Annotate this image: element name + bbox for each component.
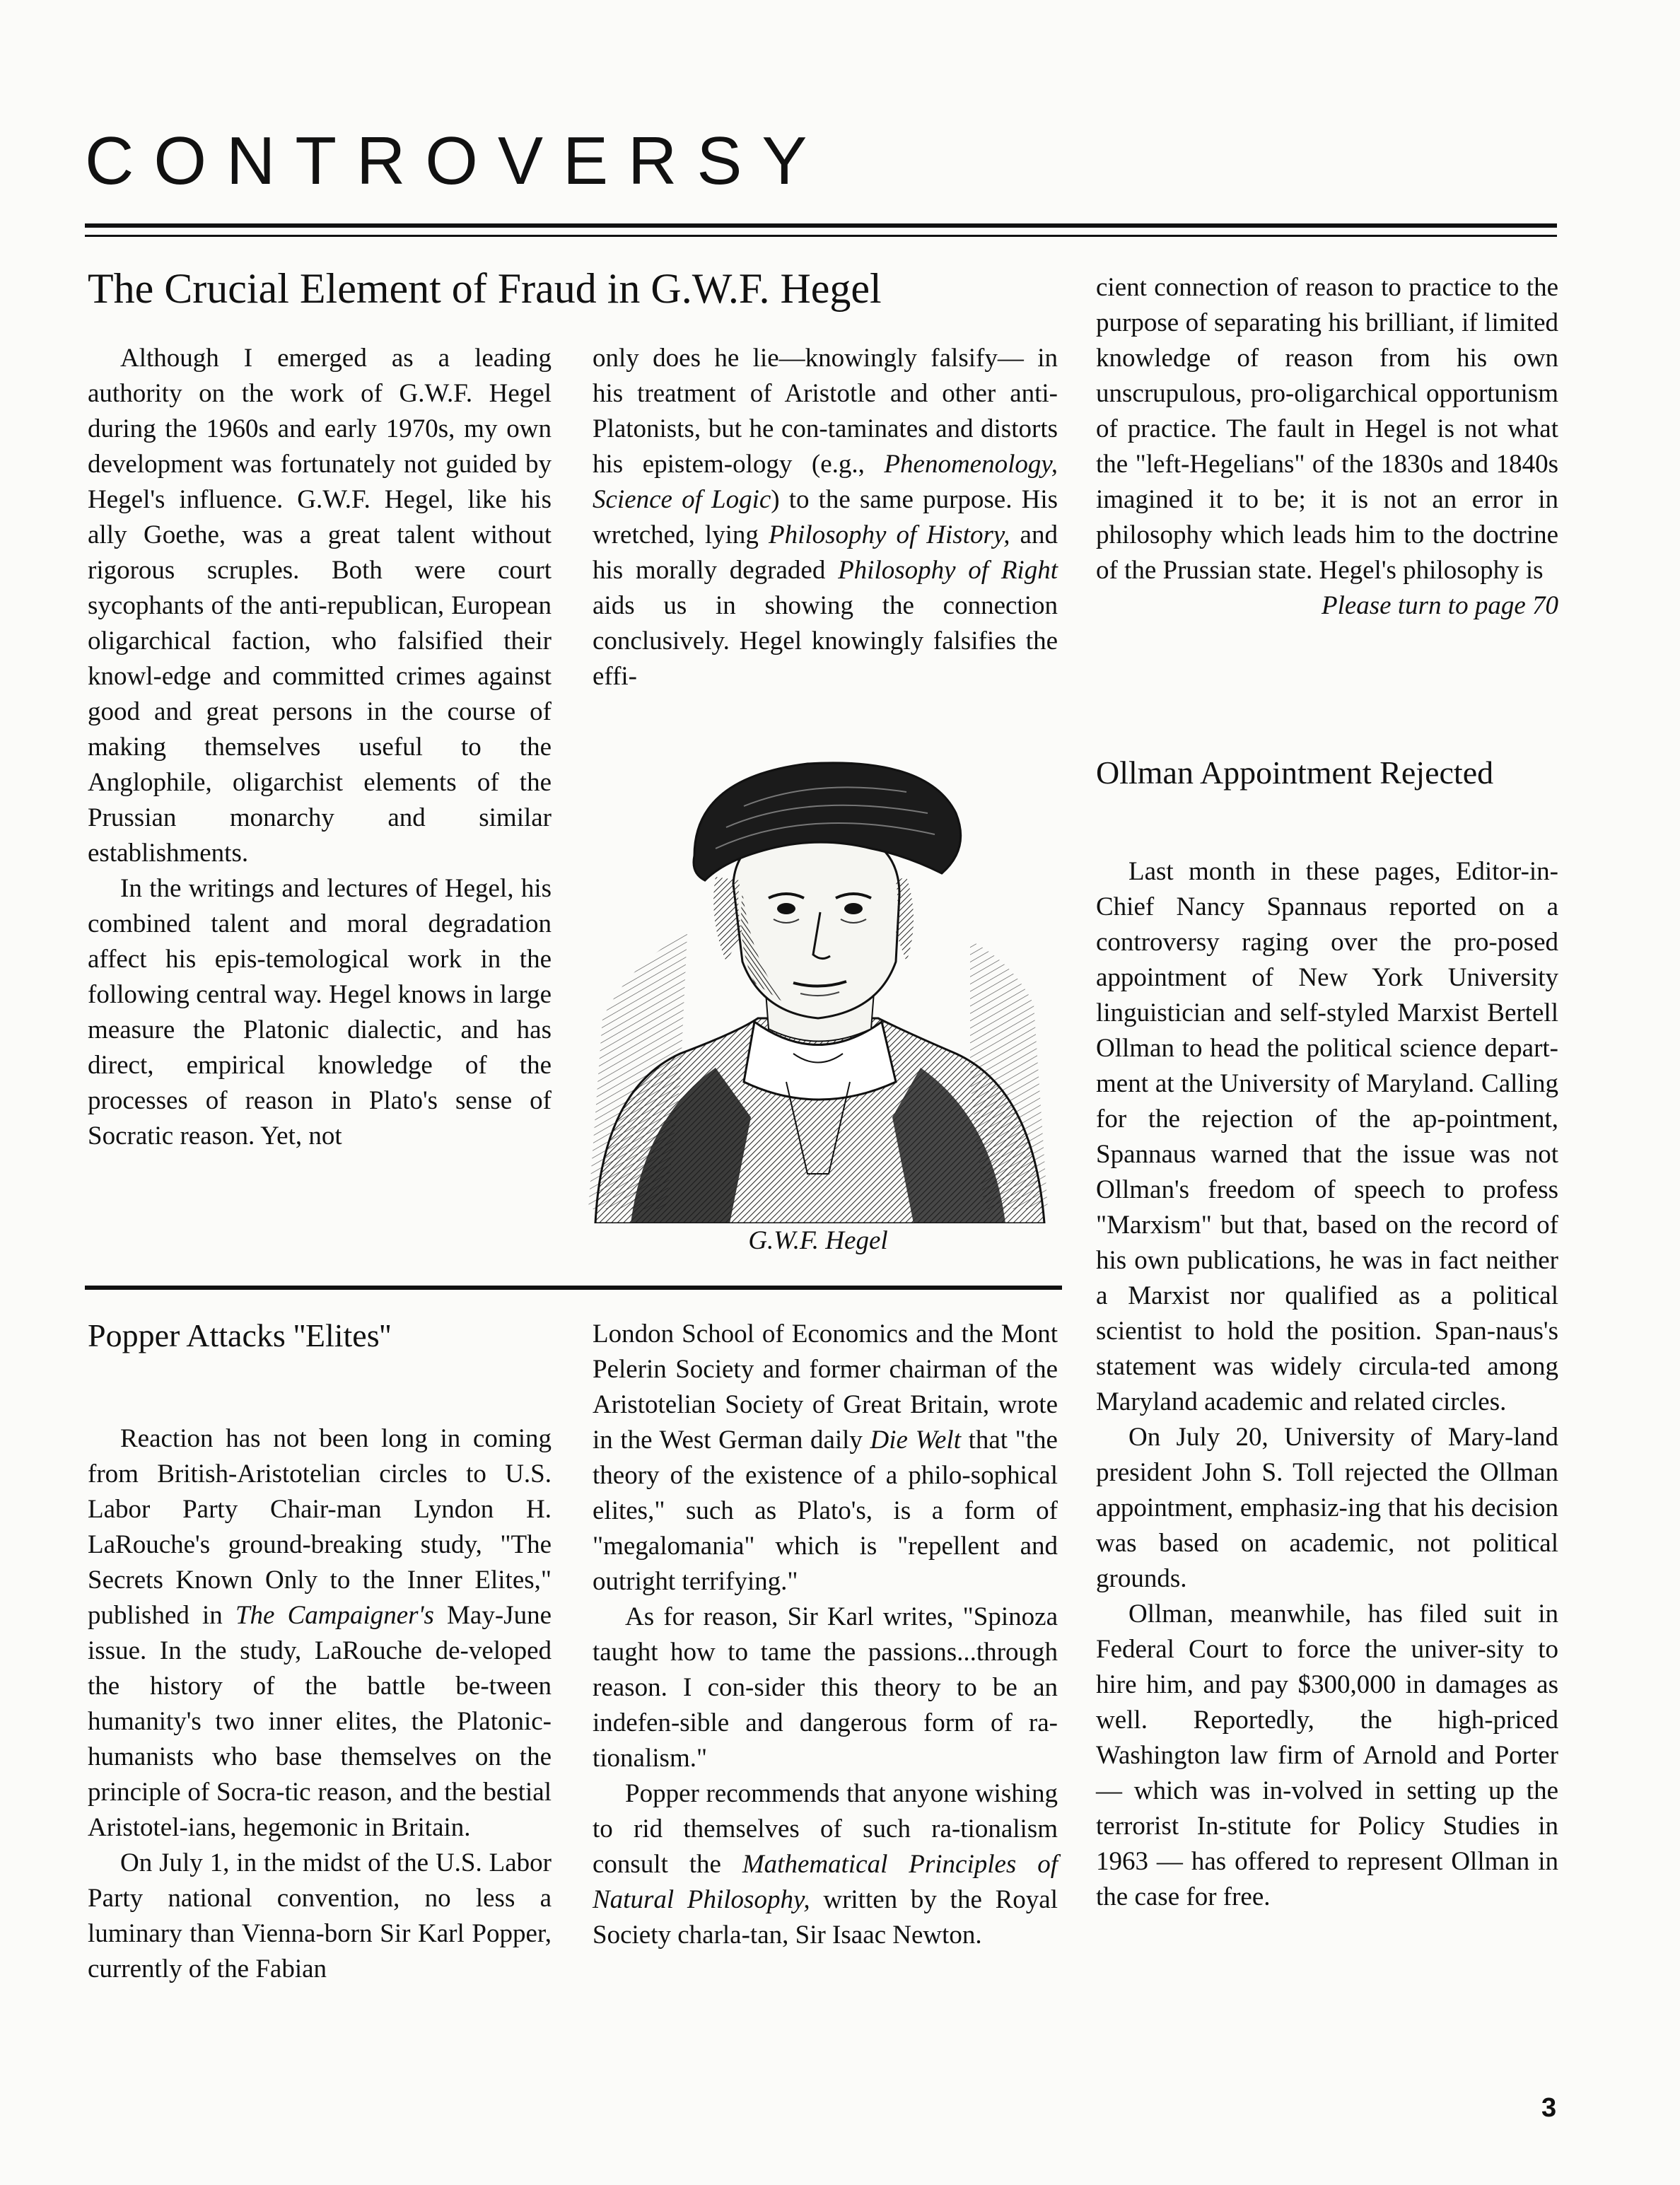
ollman-column xyxy=(1096,854,1558,1915)
popper-paragraph: On July 1, in the midst of the U.S. Labor Party national convention, no less a luminary than Vienna-born Sir Karl Popper, currently of the Fabian xyxy=(88,1848,552,1983)
popper-column-2 xyxy=(593,1317,1058,1953)
portrait-caption: G.W.F. Hegel xyxy=(748,1226,888,1255)
hegel-column-2 xyxy=(593,341,1058,694)
article-divider xyxy=(85,1286,1062,1290)
popper-paragraph: London School of Economics and the Mont Pelerin Society and former chairman of the Aristotelian Society of Great Britain, wrote in the West German daily Die Welt that "the theory of the existence of a philo-sophical elites," such as Plato's, is a form of "megalomania" which is "repellent and outright terrifying." xyxy=(593,1319,1058,1596)
hegel-column-3 xyxy=(1096,270,1558,624)
jump-line: Please turn to page 70 xyxy=(1321,591,1558,620)
ollman-paragraph: Ollman, meanwhile, has filed suit in Federal Court to force the univer-sity to hire him, and pay $300,000 in damages as well. Reportedly, the high-priced Washington law firm of Arnold and Porter — which was in-volved in setting up the terrorist In-stitute for Policy Studies in 1963 — has offered to represent Ollman in the case for free. xyxy=(1096,1600,1558,1911)
section-title: CONTROVERSY xyxy=(85,123,827,199)
header-rule-thin xyxy=(85,235,1557,237)
header-rule-thick xyxy=(85,223,1557,228)
hegel-paragraph: Although I emerged as a leading authority on the work of G.W.F. Hegel during the 1960s and early 1970s, my own development was fortunately not guided by Hegel's influence. G.W.F. Hegel, like his ally Goethe, was a great talent without rigorous scruples. Both were court sycophants of the anti-republican, European oligarchical faction, who falsified their knowl-edge and committed crimes against good and great persons in the course of making themselves useful to the Anglophile, oligarchist elements of the Prussian monarchy and similar establishments. xyxy=(88,344,552,868)
hegel-headline: The Crucial Element of Fraud in G.W.F. Hegel xyxy=(88,265,882,312)
popper-headline: Popper Attacks ''Elites'' xyxy=(88,1317,392,1353)
hegel-paragraph: In the writings and lectures of Hegel, his combined talent and moral degradation affect his epis-temological work in the following central way. Hegel knows in large measure the Platonic dialectic, and has direct, empirical knowledge of the processes of reason in Plato's sense of Socratic reason. Yet, not xyxy=(88,874,552,1150)
ollman-paragraph: Last month in these pages, Editor-in-Chief Nancy Spannaus reported on a controversy raging over the pro-posed appointment of New York University linguistician and self-styled Marxist Bertell Ollman to head the political science depart-ment at the University of Maryland. Calling for the rejection of the ap-pointment, Spannaus warned that the issue was not Ollman's freedom of speech to profess "Marxism" but that, based on the record of his own publications, he was in fact neither a Marxist nor qualified as a political scientist to hold the position. Span-naus's statement was widely circula-ted among Maryland academic and related circles. xyxy=(1096,857,1558,1416)
popper-paragraph: Reaction has not been long in coming from British-Aristotelian circles to U.S. Labor Party Chair-man Lyndon H. LaRouche's ground-breaking study, "The Secrets Known Only to the Inner Elites," published in The Campaigner's May-June issue. In the study, LaRouche de-veloped the history of the battle be-tween humanity's two inner elites, the Platonic-humanists who base themselves on the principle of Socra-tic reason, and the bestial Aristotel-ians, hegemonic in Britain. xyxy=(88,1424,552,1842)
popper-column-1 xyxy=(88,1421,552,1987)
hegel-paragraph: cient connection of reason to practice to the purpose of separating his brilliant, if limited knowledge of reason from his own unscrupulous, pro-oligarchical opportunism of practice. The fault in Hegel is not what the "left-Hegelians" of the 1830s and 1840s imagined it to be; it is not an error in philosophy which leads him to the doctrine of the Prussian state. Hegel's philosophy is xyxy=(1096,273,1558,585)
hegel-paragraph: only does he lie—knowingly falsify— in his treatment of Aristotle and other anti-Platonists, but he con-taminates and distorts his epistem-ology (e.g., Phenomenology, Science of Logic) to the same purpose. His wretched, lying Philosophy of History, and his morally degraded Philosophy of Right aids us in showing the connection conclusively. Hegel knowingly falsifies the effi- xyxy=(593,344,1058,691)
popper-paragraph: Popper recommends that anyone wishing to rid themselves of such ra-tionalism consult the Mathematical Principles of Natural Philosophy, written by the Royal Society charla-tan, Sir Isaac Newton. xyxy=(593,1779,1058,1950)
ollman-paragraph: On July 20, University of Mary-land president John S. Toll rejected the Ollman appointment, emphasiz-ing that his decision was based on academic, not political grounds. xyxy=(1096,1423,1558,1593)
hegel-column-1 xyxy=(88,341,552,1154)
popper-paragraph: As for reason, Sir Karl writes, "Spinoza taught how to tame the passions...through reason. I con-sider this theory to be an indefen-sible and dangerous form of ra-tionalism." xyxy=(593,1602,1058,1773)
ollman-headline: Ollman Appointment Rejected xyxy=(1096,754,1494,791)
page-number: 3 xyxy=(1541,2093,1557,2123)
hegel-portrait xyxy=(574,750,1062,1223)
